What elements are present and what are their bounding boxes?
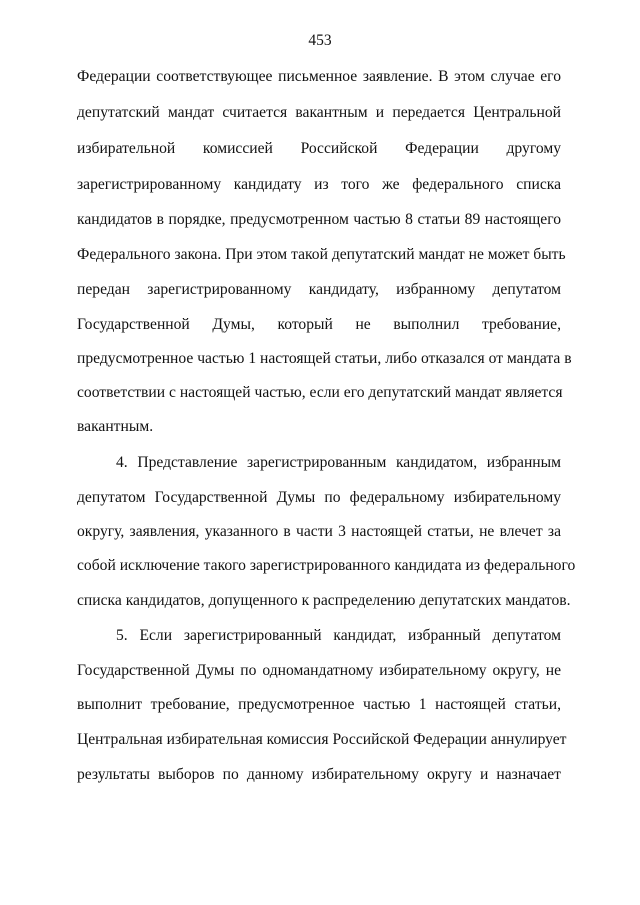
- text-line: выполнит требование, предусмотренное частью 1 настоящей статьи,: [77, 696, 561, 713]
- text-line: округу, заявления, указанного в части 3 настоящей статьи, не влечет за: [77, 523, 561, 540]
- text-line: зарегистрированному кандидату из того же федерального списка: [77, 176, 561, 193]
- text-line: депутатом Государственной Думы по федеральному избирательному: [77, 489, 561, 506]
- text-line: Федерации соответствующее письменное заявление. В этом случае его: [77, 68, 561, 85]
- text-line: собой исключение такого зарегистрированного кандидата из федерального: [77, 557, 576, 574]
- text-line: соответствии с настоящей частью, если его депутатский мандат является: [77, 384, 563, 401]
- page-number: 453: [308, 32, 332, 49]
- text-line: списка кандидатов, допущенного к распределению депутатских мандатов.: [77, 592, 571, 609]
- text-line: Государственной Думы по одномандатному избирательному округу, не: [77, 662, 561, 679]
- text-line: кандидатов в порядке, предусмотренном частью 8 статьи 89 настоящего: [77, 211, 561, 228]
- paragraph-5-first-line: 5. Если зарегистрированный кандидат, избранный депутатом: [116, 627, 561, 644]
- text-line: вакантным.: [77, 418, 154, 435]
- text-line: Федерального закона. При этом такой депутатский мандат не может быть: [77, 246, 566, 263]
- text-line: Государственной Думы, который не выполнил требование,: [77, 316, 561, 333]
- text-line: результаты выборов по данному избирательному округу и назначает: [77, 766, 561, 783]
- text-line: Центральная избирательная комиссия Российской Федерации аннулирует: [77, 731, 567, 748]
- text-line: избирательной комиссией Российской Федерации другому: [77, 140, 561, 157]
- text-line: передан зарегистрированному кандидату, избранному депутатом: [77, 281, 561, 298]
- paragraph-4-first-line: 4. Представление зарегистрированным кандидатом, избранным: [116, 454, 561, 471]
- text-line: депутатский мандат считается вакантным и передается Центральной: [77, 104, 561, 121]
- text-line: предусмотренное частью 1 настоящей статьи, либо отказался от мандата в: [77, 350, 572, 367]
